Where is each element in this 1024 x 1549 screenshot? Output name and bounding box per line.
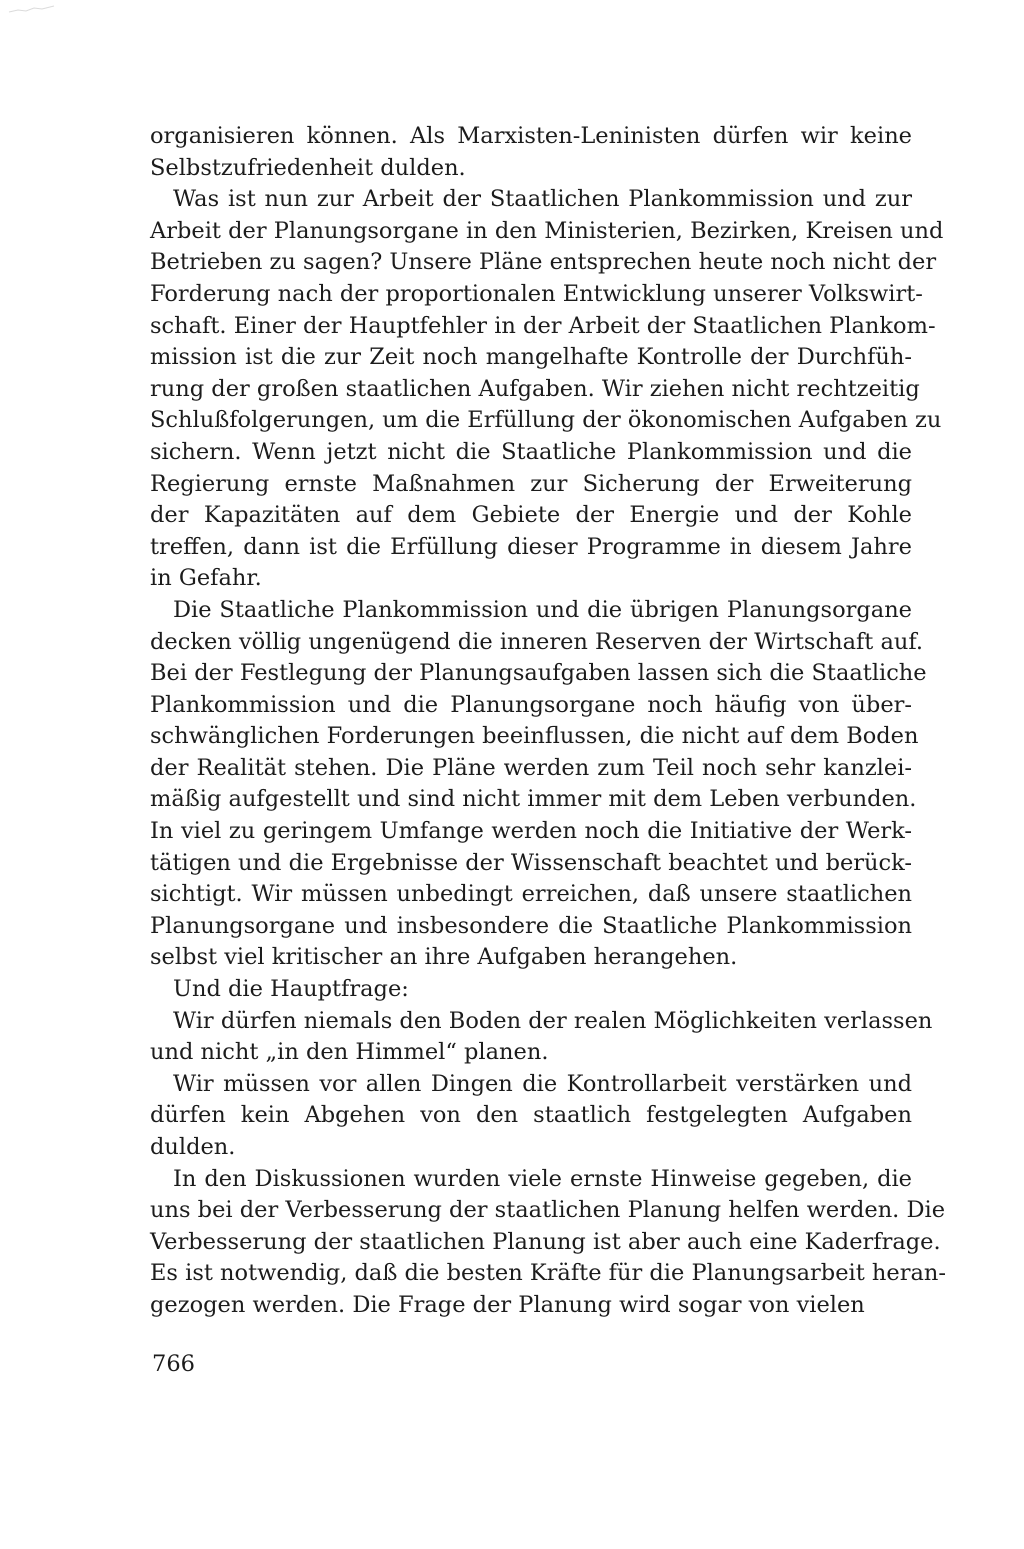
paragraph: [150, 121, 912, 184]
text-line: Regierung ernste Maßnahmen zur Sicherung der Erweiterung: [150, 470, 912, 497]
text-line: mission ist die zur Zeit noch mangelhafte Kontrolle der Durchfüh-: [150, 344, 912, 371]
paragraph: [150, 1069, 912, 1164]
text-line: mäßig aufgestellt und sind nicht immer mit dem Leben verbunden.: [150, 786, 917, 813]
paragraph: [150, 1006, 933, 1069]
text-line: Es ist notwendig, daß die besten Kräfte für die Planungsarbeit heran-: [150, 1260, 946, 1287]
page-number: 766: [152, 1351, 195, 1377]
text-line: Plankommission und die Planungsorgane noch häufig von über-: [150, 691, 912, 718]
text-line: decken völlig ungenügend die inneren Reserven der Wirtschaft auf.: [150, 628, 924, 655]
paragraph: [150, 184, 944, 595]
text-line: der Kapazitäten auf dem Gebiete der Energie und der Kohle: [150, 502, 912, 529]
text-line: Arbeit der Planungsorgane in den Ministerien, Bezirken, Kreisen und: [150, 217, 944, 244]
text-line: Selbstzufriedenheit dulden.: [150, 154, 466, 181]
text-line: dürfen kein Abgehen von den staatlich festgelegten Aufgaben: [150, 1102, 912, 1129]
text-line: sichern. Wenn jetzt nicht die Staatliche Plankommission und die: [150, 438, 912, 465]
text-line: rung der großen staatlichen Aufgaben. Wir ziehen nicht rechtzeitig: [150, 375, 920, 402]
paragraph: [150, 595, 927, 974]
text-line: Schlußfolgerungen, um die Erfüllung der ökonomischen Aufgaben zu: [150, 407, 942, 434]
body-text: [150, 121, 946, 1322]
text-line: Planungsorgane und insbesondere die Staatliche Plankommission: [150, 912, 912, 939]
text-line: dulden.: [150, 1134, 236, 1160]
text-line: In viel zu geringem Umfange werden noch die Initiative der Werk-: [150, 818, 912, 845]
text-line: Forderung nach der proportionalen Entwicklung unserer Volkswirt-: [150, 280, 923, 307]
text-line: gezogen werden. Die Frage der Planung wird sogar von vielen: [150, 1291, 865, 1318]
text-line: treffen, dann ist die Erfüllung dieser Programme in diesem Jahre: [150, 533, 912, 560]
text-line: Wir dürfen niemals den Boden der realen Möglichkeiten verlassen: [173, 1007, 933, 1034]
text-line: Bei der Festlegung der Planungsaufgaben lassen sich die Staatliche: [150, 660, 927, 687]
paragraph: [150, 1164, 946, 1322]
text-line: Wir müssen vor allen Dingen die Kontrollarbeit verstärken und: [173, 1070, 912, 1097]
text-line: Verbesserung der staatlichen Planung ist aber auch eine Kaderfrage.: [150, 1228, 941, 1255]
text-line: organisieren können. Als Marxisten-Leninisten dürfen wir keine: [150, 123, 912, 149]
text-line: In den Diskussionen wurden viele ernste Hinweise gegeben, die: [173, 1165, 912, 1192]
text-line: in Gefahr.: [150, 565, 262, 592]
text-line: der Realität stehen. Die Pläne werden zum Teil noch sehr kanzlei-: [150, 754, 912, 781]
text-line: Und die Hauptfrage:: [173, 976, 409, 1003]
text-line: schwänglichen Forderungen beeinflussen, die nicht auf dem Boden: [150, 723, 919, 750]
text-line: tätigen und die Ergebnisse der Wissenschaft beachtet und berück-: [150, 849, 912, 876]
text-line: Was ist nun zur Arbeit der Staatlichen Plankommission und zur: [173, 186, 912, 213]
text-line: Die Staatliche Plankommission und die übrigen Planungsorgane: [173, 596, 912, 623]
text-line: uns bei der Verbesserung der staatlichen Planung helfen werden. Die: [150, 1197, 946, 1224]
paragraph: [150, 974, 912, 1006]
text-line: sichtigt. Wir müssen unbedingt erreichen, daß unsere staatlichen: [150, 881, 912, 908]
text-line: Betrieben zu sagen? Unsere Pläne entsprechen heute noch nicht der: [150, 249, 937, 276]
text-line: und nicht „in den Himmel“ planen.: [150, 1039, 549, 1066]
scan-artifact-mark: [8, 4, 56, 14]
text-line: schaft. Einer der Hauptfehler in der Arbeit der Staatlichen Plankom-: [150, 312, 936, 339]
text-line: selbst viel kritischer an ihre Aufgaben herangehen.: [150, 944, 738, 971]
